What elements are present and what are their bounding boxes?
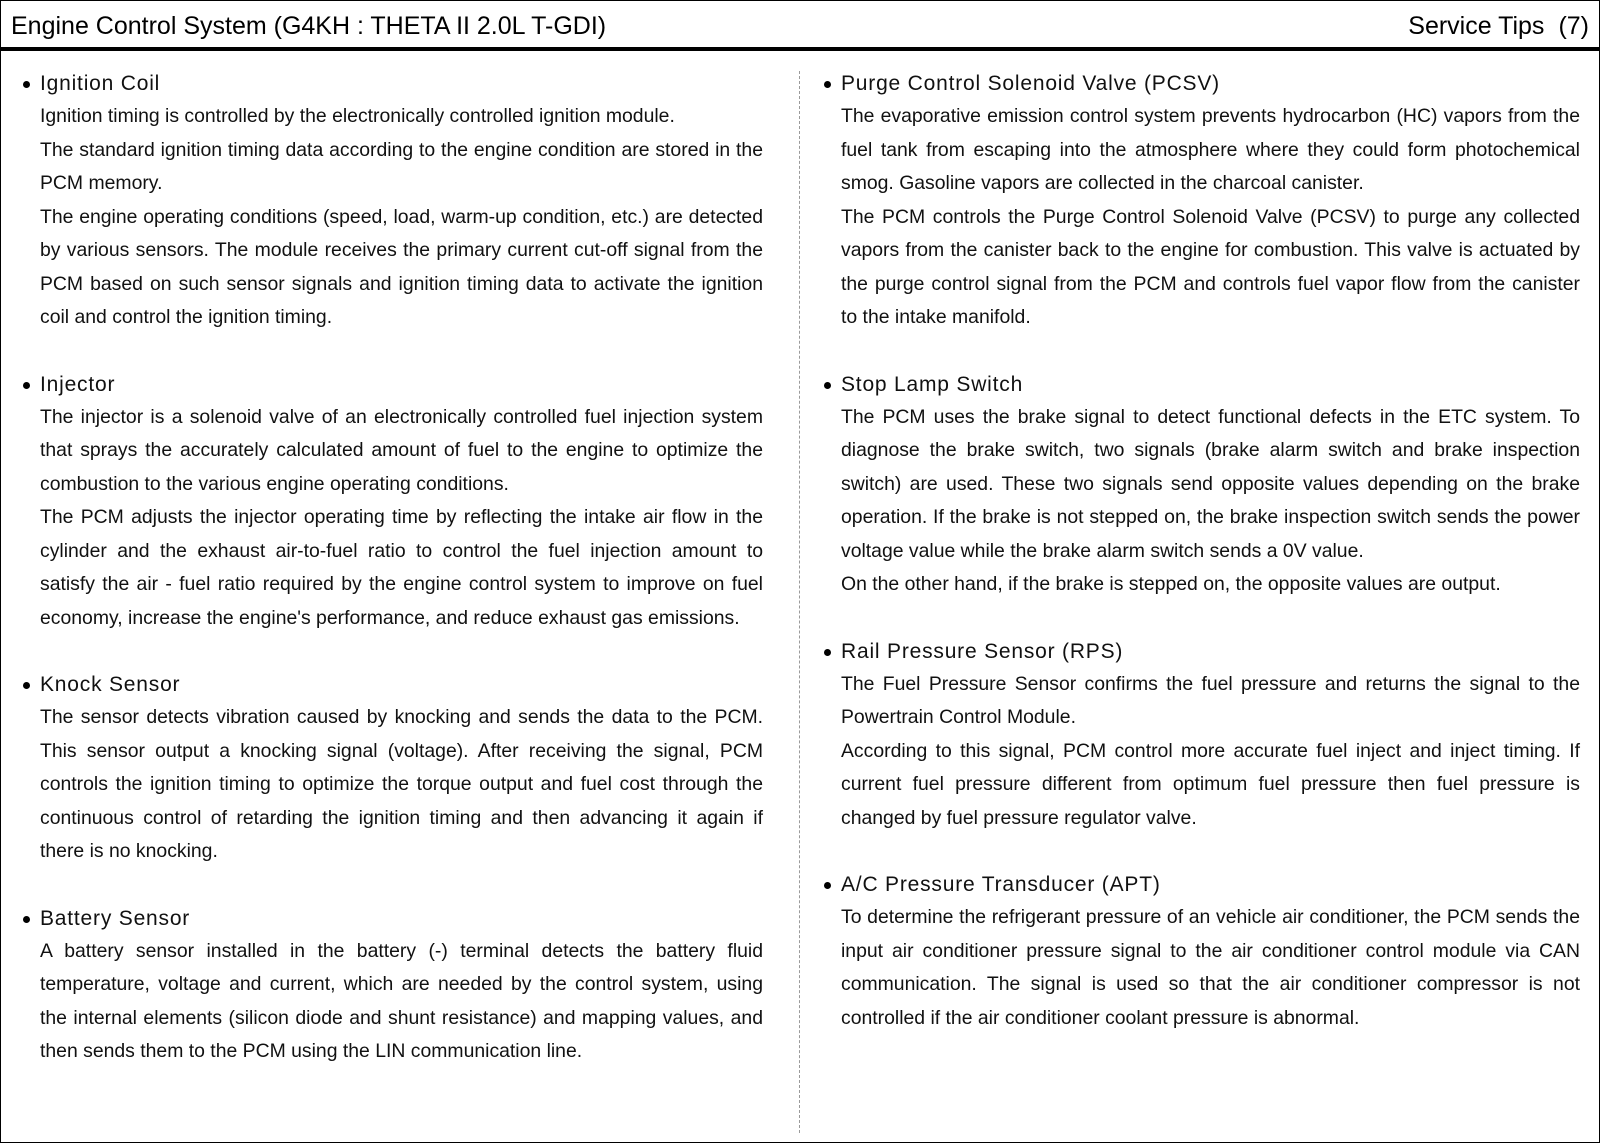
bullet-icon	[23, 682, 30, 689]
section-paragraph: On the other hand, if the brake is stepped on, the opposite values are output.	[841, 573, 1501, 595]
spec-section	[23, 368, 763, 636]
section-title-text: Knock Sensor	[40, 673, 181, 696]
spec-section	[23, 67, 763, 335]
section-spacer	[23, 635, 763, 668]
section-paragraph: The sensor detects vibration caused by knocking and sends the data to the PCM. This sensor output a knocking signal (voltage). After receiving the signal, PCM controls the ignition timing to optimize the torque output and fuel cost through the continuous control of retarding the ignition timing and then advancing it again if there is no knocking.	[40, 706, 763, 862]
section-title	[23, 67, 763, 100]
right-column	[824, 67, 1580, 1035]
section-paragraph: To determine the refrigerant pressure of an vehicle air conditioner, the PCM sends the input air conditioner pressure signal to the air conditioner control module via CAN communication. The signal is used so that the air conditioner compressor is not controlled if the air conditioner coolant pressure is abnormal.	[841, 906, 1580, 1029]
section-paragraph: According to this signal, PCM control more accurate fuel inject and inject timing. If current fuel pressure different from optimum fuel pressure then fuel pressure is changed by fuel pressure regulator valve.	[841, 739, 1580, 829]
section-paragraph: A battery sensor installed in the battery (-) terminal detects the battery fluid temperature, voltage and current, which are needed by the control system, using the internal elements (silicon diode and shunt resistance) and mapping values, and then sends them to the PCM using the LIN communication line.	[40, 939, 763, 1062]
document-title: Engine Control System (G4KH : THETA II 2.0L T-GDI)	[11, 12, 607, 40]
section-paragraph: The PCM controls the Purge Control Solenoid Valve (PCSV) to purge any collected vapors from the canister back to the engine for combustion. This valve is actuated by the purge control signal from the PCM and controls fuel vapor flow from the canister to the intake manifold.	[841, 205, 1580, 328]
section-spacer	[23, 335, 763, 368]
section-title-text: Purge Control Solenoid Valve (PCSV)	[841, 72, 1220, 95]
bullet-icon	[824, 382, 831, 389]
section-paragraph: Ignition timing is controlled by the electronically controlled ignition module.	[40, 105, 675, 127]
section-title	[23, 902, 763, 935]
bullet-icon	[824, 81, 831, 88]
section-paragraph: The evaporative emission control system prevents hydrocarbon (HC) vapors from the fuel tank from escaping into the atmosphere where they could form photochemical smog. Gasoline vapors are collected in the charcoal canister.	[841, 105, 1580, 194]
page-header	[1, 1, 1599, 51]
left-column	[23, 67, 763, 1069]
section-title-text: A/C Pressure Transducer (APT)	[841, 873, 1161, 896]
section-title-text: Rail Pressure Sensor (RPS)	[841, 639, 1124, 663]
section-title	[23, 668, 763, 701]
header-right	[1408, 11, 1589, 41]
section-spacer	[824, 602, 1580, 635]
section-spacer	[824, 335, 1580, 368]
section-spacer	[824, 835, 1580, 868]
section-title-text: Injector	[40, 372, 116, 396]
section-paragraph: The standard ignition timing data according to the engine condition are stored in the PCM memory.	[40, 138, 763, 194]
spec-section	[824, 635, 1580, 836]
section-title-text: Battery Sensor	[40, 906, 191, 930]
section-label: Service Tips	[1408, 12, 1545, 40]
spec-section	[824, 67, 1580, 335]
bullet-icon	[824, 649, 831, 656]
section-spacer	[23, 869, 763, 902]
spec-section	[824, 868, 1580, 1035]
section-title-text: Ignition Coil	[40, 72, 161, 95]
bullet-icon	[23, 382, 30, 389]
section-paragraph: The injector is a solenoid valve of an electronically controlled fuel injection system that sprays the accurately calculated amount of fuel to the engine to optimize the combustion to the various engine operating conditions.	[40, 405, 763, 495]
spec-section	[23, 902, 763, 1069]
section-paragraph: The engine operating conditions (speed, load, warm-up condition, etc.) are detected by various sensors. The module receives the primary current cut-off signal from the PCM based on such sensor signals and ignition timing data to activate the ignition coil and control the ignition timing.	[40, 205, 763, 328]
section-title	[824, 67, 1580, 100]
section-paragraph: The Fuel Pressure Sensor confirms the fuel pressure and returns the signal to the Powertrain Control Module.	[841, 672, 1580, 728]
column-divider	[799, 71, 800, 1133]
section-title	[824, 635, 1580, 668]
spec-section	[824, 368, 1580, 602]
section-title-text: Stop Lamp Switch	[841, 372, 1024, 396]
bullet-icon	[23, 916, 30, 923]
section-title	[824, 368, 1580, 401]
bullet-icon	[23, 81, 30, 88]
section-title	[824, 868, 1580, 901]
section-paragraph: The PCM uses the brake signal to detect functional defects in the ETC system. To diagnose the brake switch, two signals (brake alarm switch and brake inspection switch) are used. These two signals send opposite values depending on the brake operation. If the brake is not stepped on, the brake inspection switch sends the power voltage value while the brake alarm switch sends a 0V value.	[841, 405, 1580, 562]
spec-section	[23, 668, 763, 869]
bullet-icon	[824, 882, 831, 889]
page-number: (7)	[1558, 12, 1589, 40]
section-title	[23, 368, 763, 401]
section-paragraph: The PCM adjusts the injector operating time by reflecting the intake air flow in the cylinder and the exhaust air-to-fuel ratio to control the fuel injection amount to satisfy the air - fuel ratio required by the engine control system to improve on fuel economy, increase the engine's performance, and reduce exhaust gas emissions.	[40, 506, 763, 629]
